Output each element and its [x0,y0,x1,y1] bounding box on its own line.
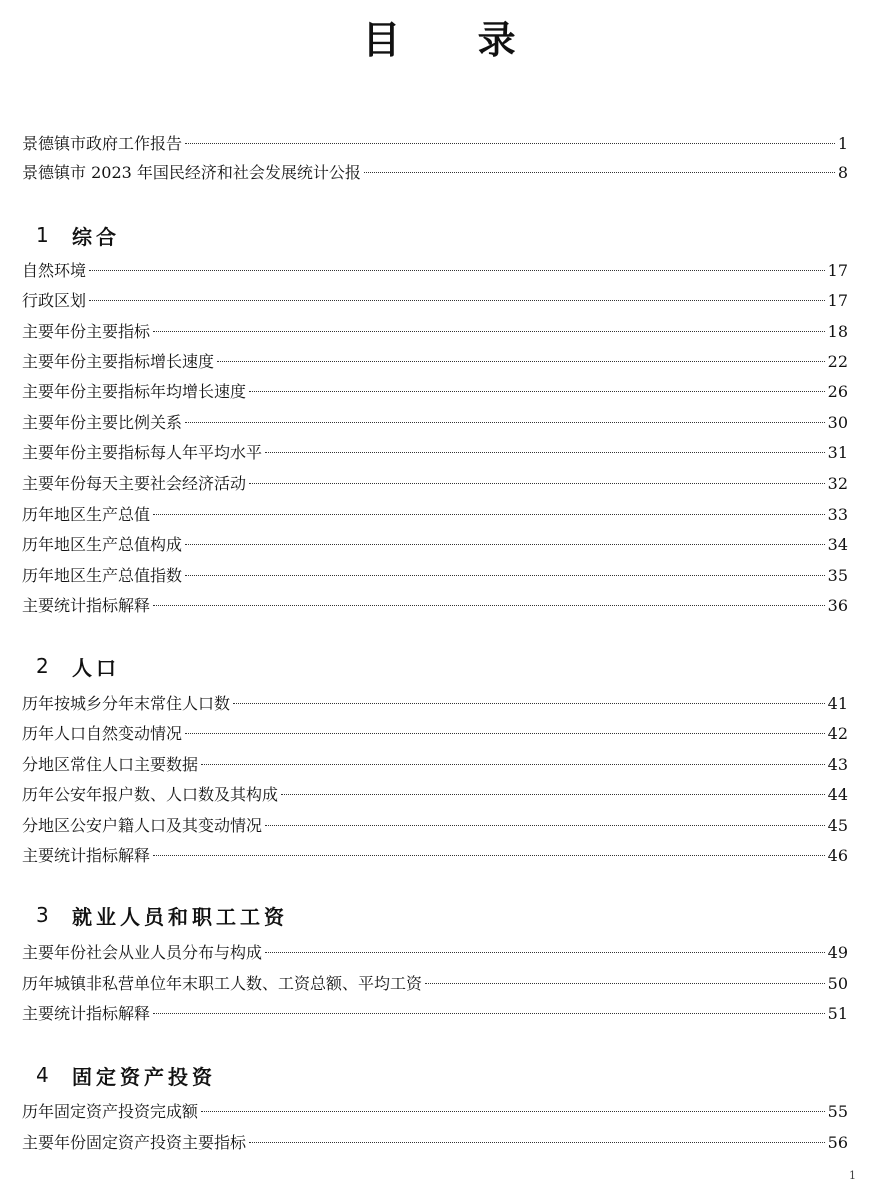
toc-entry-label: 分地区公安户籍人口及其变动情况 [22,816,263,835]
section-title: 固定资产投资 [72,1064,216,1089]
toc-entry-page: 30 [827,413,848,432]
toc-entry-label: 主要年份主要指标增长速度 [22,352,215,371]
toc-entry[interactable] [22,472,848,496]
page-number: 1 [849,1169,856,1182]
leader-dots [201,764,825,765]
leader-dots [153,855,825,856]
toc-entry-label: 自然环境 [22,261,87,280]
toc-entry-label: 历年城镇非私营单位年末职工人数、工资总额、平均工资 [22,974,423,993]
leader-dots [249,1142,825,1143]
toc-entry[interactable] [22,533,848,557]
toc-entry-label: 主要年份主要指标每人年平均水平 [22,443,263,462]
toc-entry-label: 历年固定资产投资完成额 [22,1102,199,1121]
toc-entry-page: 56 [827,1133,848,1152]
toc-entry-page: 31 [827,443,848,462]
toc-entry-page: 55 [827,1102,848,1121]
leader-dots [217,361,825,362]
toc-entry-page: 26 [827,382,848,401]
section-title: 人口 [72,655,120,680]
leader-dots [185,544,825,545]
toc-entry-label: 历年人口自然变动情况 [22,724,183,743]
section-heading-2 [36,651,120,681]
toc-entry-page: 50 [827,974,848,993]
leader-dots [364,172,835,173]
leader-dots [185,575,825,576]
toc-entry[interactable] [22,441,848,465]
toc-entry[interactable] [22,132,848,156]
section-heading-4 [36,1060,216,1090]
leader-dots [185,143,835,144]
toc-entry-page: 51 [827,1004,848,1023]
toc-entry[interactable] [22,503,848,527]
toc-entry-page: 46 [827,846,848,865]
leader-dots [265,452,825,453]
toc-entry-page: 33 [827,505,848,524]
toc-entry[interactable] [22,1002,848,1026]
toc-entry-page: 18 [827,322,848,341]
toc-entry-label: 景德镇市政府工作报告 [22,134,183,153]
toc-entry[interactable] [22,564,848,588]
toc-entry-label: 历年公安年报户数、人口数及其构成 [22,785,279,804]
leader-dots [153,605,825,606]
leader-dots [153,1013,825,1014]
toc-entry-label: 分地区常住人口主要数据 [22,755,199,774]
leader-dots [265,825,825,826]
toc-entry-label: 主要年份主要指标年均增长速度 [22,382,247,401]
toc-entry-label: 主要年份主要比例关系 [22,413,183,432]
leader-dots [89,270,825,271]
toc-entry-page: 44 [827,785,848,804]
section-number: 1 [36,223,49,247]
toc-entry-page: 42 [827,724,848,743]
toc-entry-page: 36 [827,596,848,615]
toc-entry[interactable] [22,411,848,435]
toc-entry[interactable] [22,941,848,965]
section-number: 4 [36,1063,49,1087]
leader-dots [89,300,825,301]
toc-entry-page: 1 [837,134,848,153]
toc-entry-label: 主要统计指标解释 [22,1004,151,1023]
toc-entry-page: 17 [827,291,848,310]
leader-dots [425,983,825,984]
leader-dots [153,514,825,515]
toc-entry-label: 主要统计指标解释 [22,596,151,615]
toc-entry[interactable] [22,692,848,716]
toc-entry-label: 行政区划 [22,291,87,310]
toc-entry[interactable] [22,972,848,996]
leader-dots [185,733,825,734]
toc-entry[interactable] [22,350,848,374]
section-title: 综合 [72,224,120,249]
toc-entry-label: 历年地区生产总值 [22,505,151,524]
toc-entry-label: 主要年份每天主要社会经济活动 [22,474,247,493]
toc-entry[interactable] [22,1100,848,1124]
toc-entry-label: 历年按城乡分年末常住人口数 [22,694,231,713]
toc-entry-page: 32 [827,474,848,493]
toc-entry-label: 主要年份主要指标 [22,322,151,341]
section-heading-1 [36,220,120,250]
section-title: 就业人员和职工工资 [72,904,288,929]
toc-entry-page: 45 [827,816,848,835]
toc-entry[interactable] [22,161,848,185]
leader-dots [249,483,825,484]
toc-entry[interactable] [22,844,848,868]
leader-dots [233,703,825,704]
leader-dots [185,422,825,423]
toc-entry-label: 主要年份社会从业人员分布与构成 [22,943,263,962]
toc-entry[interactable] [22,1131,848,1155]
section-number: 2 [36,654,49,678]
leader-dots [265,952,825,953]
toc-entry-page: 34 [827,535,848,554]
section-number: 3 [36,903,49,927]
leader-dots [281,794,825,795]
toc-entry-page: 17 [827,261,848,280]
toc-entry[interactable] [22,259,848,283]
toc-entry-page: 41 [827,694,848,713]
toc-entry-page: 35 [827,566,848,585]
toc-entry-label: 主要统计指标解释 [22,846,151,865]
toc-entry[interactable] [22,380,848,404]
toc-entry-page: 49 [827,943,848,962]
toc-entry-label: 主要年份固定资产投资主要指标 [22,1133,247,1152]
toc-entry[interactable] [22,320,848,344]
leader-dots [201,1111,825,1112]
page-title: 目 录 [362,18,548,62]
section-heading-3 [36,900,288,930]
toc-entry[interactable] [22,289,848,313]
toc-entry[interactable] [22,783,848,807]
leader-dots [249,391,825,392]
toc-entry-page: 8 [837,163,848,182]
toc-entry-label: 景德镇市 2023 年国民经济和社会发展统计公报 [22,163,361,182]
leader-dots [153,331,825,332]
toc-entry[interactable] [22,722,848,746]
toc-entry-label: 历年地区生产总值指数 [22,566,183,585]
toc-entry-label: 历年地区生产总值构成 [22,535,183,554]
toc-entry[interactable] [22,814,848,838]
toc-entry[interactable] [22,594,848,618]
toc-entry-page: 43 [827,755,848,774]
toc-entry-page: 22 [827,352,848,371]
toc-entry[interactable] [22,753,848,777]
